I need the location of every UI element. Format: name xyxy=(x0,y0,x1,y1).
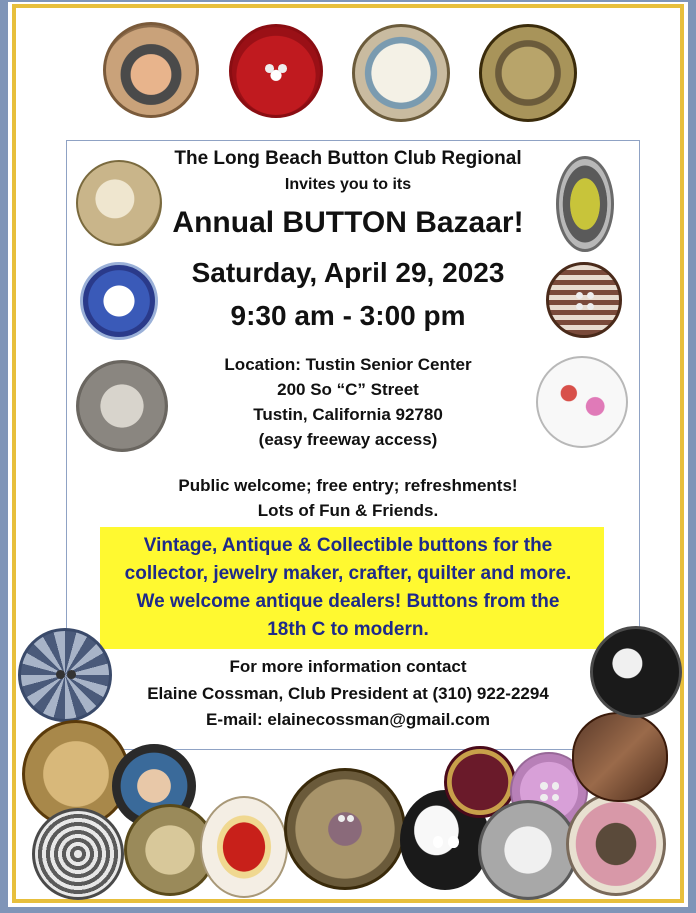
button-image-red-floral xyxy=(200,796,288,898)
button-image-silver-lace xyxy=(32,808,124,900)
fun-friends: Lots of Fun & Friends. xyxy=(257,501,439,520)
location-city: Tustin, California 92780 xyxy=(253,405,443,424)
button-image-horse-rider xyxy=(352,24,450,122)
public-welcome: Public welcome; free entry; refreshments! xyxy=(178,476,518,495)
invite-line: Invites you to its xyxy=(284,176,412,193)
button-image-sailor xyxy=(103,22,199,118)
button-image-duck xyxy=(590,626,682,718)
contact-president: Elaine Cossman, Club President at (310) 922-2294 xyxy=(147,684,549,703)
button-image-bronze-scene xyxy=(284,768,406,890)
button-image-pearl-scene xyxy=(478,800,578,900)
location-note: (easy freeway access) xyxy=(258,430,438,449)
highlight-line-4: 18th C to modern. xyxy=(267,619,429,640)
contact-email: E-mail: elainecossman@gmail.com xyxy=(206,710,490,729)
button-image-fabric xyxy=(572,712,668,802)
event-date: Saturday, April 29, 2023 xyxy=(191,257,505,288)
event-time: 9:30 am - 3:00 pm xyxy=(230,300,466,331)
highlight-line-2: collector, jewelry maker, crafter, quilter and more. xyxy=(124,563,572,584)
button-image-bird-bronze xyxy=(566,792,666,896)
event-title: Annual BUTTON Bazaar! xyxy=(172,206,524,239)
button-image-anchor xyxy=(479,24,577,122)
location-street: 200 So “C” Street xyxy=(277,380,419,399)
button-image-blue-weave xyxy=(18,628,112,722)
club-name: The Long Beach Button Club Regional xyxy=(174,148,522,169)
contact-heading: For more information contact xyxy=(229,657,467,676)
highlight-line-1: Vintage, Antique & Collectible buttons for the xyxy=(143,535,553,556)
location-venue: Location: Tustin Senior Center xyxy=(224,355,472,374)
highlight-line-3: We welcome antique dealers! Buttons from the xyxy=(136,591,560,612)
button-image-red-cutout xyxy=(229,24,323,118)
